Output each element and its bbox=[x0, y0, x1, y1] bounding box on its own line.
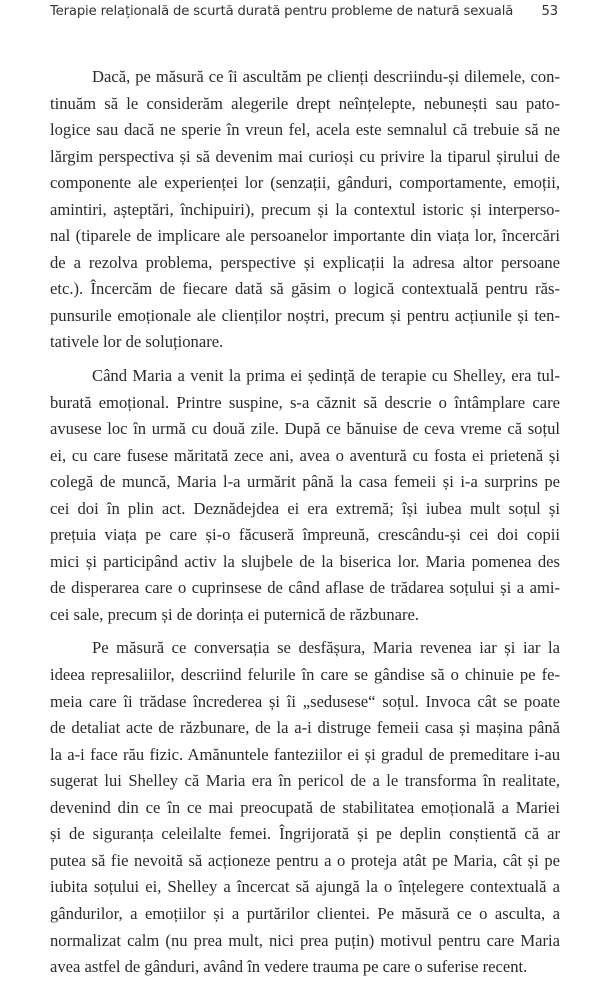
text-line: Dacă, pe măsură ce îi ascultăm pe clienți descriindu-și dilemele, con- bbox=[92, 67, 560, 86]
text-line: de disperarea care o cuprinsese de când aflase de trădarea soțului și a ami- bbox=[50, 578, 560, 598]
text-line: de a rezolva problema, perspective și explicații la adresa altor persoane bbox=[50, 252, 560, 272]
paragraph bbox=[50, 64, 560, 356]
running-title: Terapie relațională de scurtă durată pentru probleme de natură sexuală bbox=[50, 4, 514, 19]
text-line: gândurilor, a emoțiilor și a purtărilor clientei. Pe măsură ce o asculta, a bbox=[50, 903, 560, 923]
text-line: meia care îi trădase încrederea și îi „sedusese“ soțul. Invoca cât se poate bbox=[50, 691, 560, 711]
text-line: logice sau dacă ne sperie în vreun fel, acela este semnalul că trebuie să ne bbox=[50, 120, 560, 140]
text-line: de detaliat acte de răzbunare, de la a-i distruge femeii casa și mașina până bbox=[50, 718, 560, 738]
text-line: etc.). Încercăm de fiecare dată să găsim o logică contextuală pentru răs- bbox=[50, 279, 560, 299]
text-line: la a-i face rău fizic. Amănuntele fanteziilor ei și gradul de premeditare i-au bbox=[50, 744, 560, 764]
text-line: ei, cu care fusese măritată zece ani, avea o aventură cu fosta ei prietenă și bbox=[50, 445, 560, 465]
text-line: amintiri, așteptări, închipuiri), precum și la contextul istoric și interperso- bbox=[50, 199, 560, 219]
text-line: Când Maria a venit la prima ei ședință de terapie cu Shelley, era tul- bbox=[92, 366, 560, 386]
text-line: tinuăm să le considerăm alegerile drept neînțelepte, nebunești sau pato- bbox=[50, 93, 560, 113]
text-line: avusese loc în urmă cu două zile. După ce bănuise de ceva vreme că soțul bbox=[50, 419, 560, 439]
body-text bbox=[50, 64, 560, 988]
text-line: mici și participând activ la slujbele de la biserica lor. Maria pomenea des bbox=[50, 551, 560, 571]
paragraph bbox=[50, 363, 560, 628]
text-line: ideea represaliilor, descriind felurile în care se gândise să o chinuie pe fe- bbox=[50, 665, 560, 685]
text-line: normalizat calm (nu prea mult, nici prea puțin) motivul pentru care Maria bbox=[50, 930, 560, 950]
text-line: Pe măsură ce conversația se desfășura, Maria revenea iar și iar la bbox=[92, 638, 560, 658]
text-line: punsurile emoționale ale clienților noștri, precum și pentru acțiunile și ten- bbox=[50, 305, 560, 325]
text-line: devenind din ce în ce mai preocupată de stabilitatea emoțională a Mariei bbox=[50, 797, 560, 817]
text-line: prețuia viața pe care și-o făcuseră împreună, crescându-și cei doi copii bbox=[50, 525, 560, 545]
text-line: avea astfel de gânduri, având în vedere trauma pe care o suferise recent. bbox=[50, 957, 528, 977]
text-line: cei sale, precum și de dorința ei puternică de răzbunare. bbox=[50, 604, 420, 624]
paragraph bbox=[50, 635, 560, 980]
text-line: nal (tiparele de implicare ale persoanelor importante din viața lor, încercări bbox=[50, 226, 560, 246]
text-line: cei doi în plin act. Deznădejdea ei era extremă; își iubea mult soțul și bbox=[50, 498, 560, 518]
page-number: 53 bbox=[541, 4, 558, 19]
text-line: tativele lor de soluționare. bbox=[50, 332, 224, 352]
text-line: iubita soțului ei, Shelley a încercat să ajungă la o înțelegere contextuală a bbox=[50, 877, 560, 897]
text-line: componente ale experienței lor (senzații, gânduri, comportamente, emoții, bbox=[50, 173, 560, 193]
text-line: sugerat lui Shelley că Maria era în pericol de a le transforma în realitate, bbox=[50, 771, 560, 791]
text-line: colegă de muncă, Maria l-a urmărit până la casa femeii și i-a surprins pe bbox=[50, 472, 560, 492]
text-line: și de siguranța celeilalte femei. Îngrijorată și pe deplin conștientă că ar bbox=[50, 824, 560, 844]
text-line: lărgim perspectiva și să devenim mai curioși cu privire la tiparul șirului de bbox=[50, 146, 560, 166]
text-line: burată emoțional. Printre suspine, s-a căznit să descrie o întâmplare care bbox=[50, 392, 560, 412]
running-header bbox=[50, 4, 560, 19]
text-line: putea să fie nevoită să acționeze pentru a o proteja atât pe Maria, cât și pe bbox=[50, 850, 560, 870]
